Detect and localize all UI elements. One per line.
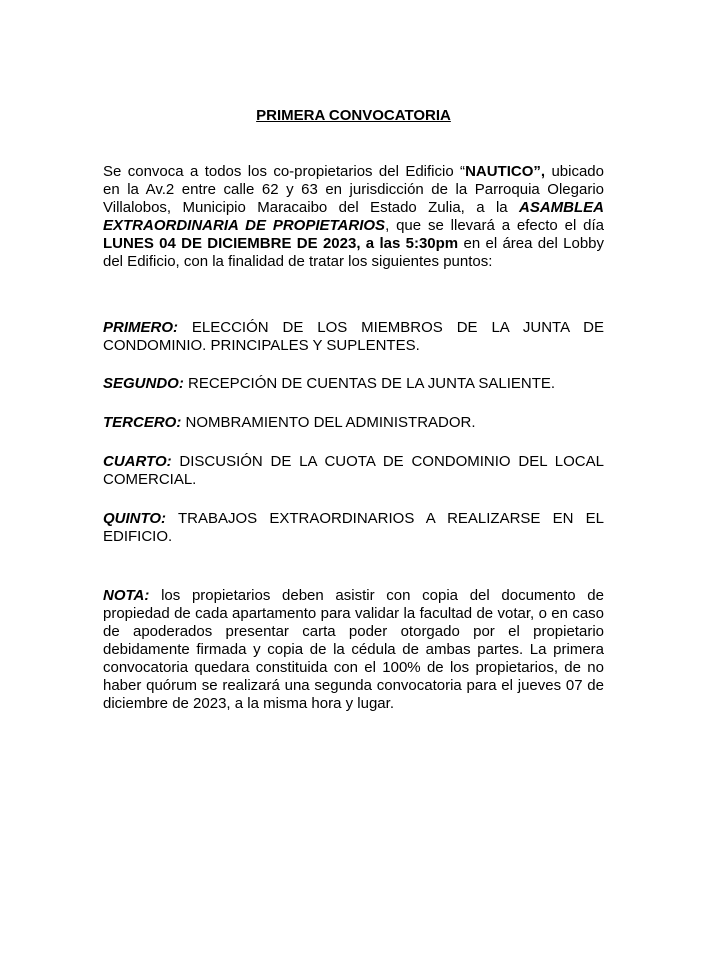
agenda-item [103, 510, 604, 546]
agenda-item-label: SEGUNDO: [103, 375, 184, 392]
agenda-item-text: DISCUSIÓN DE LA CUOTA DE CONDOMINIO DEL LOCAL COMERCIAL. [103, 453, 604, 488]
note-text: los propietarios deben asistir con copia del documento de propiedad de cada apartamento para validar la facultad de votar, o en caso de apoderados presentar carta poder otorgado por el propietario debidamente firmada y copia de la cédula de ambas partes. La primera convocatoria quedara constituida con el 100% de los propietarios, de no haber quórum se realizará una segunda convocatoria para el jueves 07 de diciembre de 2023, a la misma hora y lugar. [103, 587, 604, 712]
agenda-item-label: TERCERO: [103, 414, 182, 431]
note-label: NOTA: [103, 587, 150, 604]
intro-text: Se convoca a todos los co-propietarios del Edificio “ [103, 163, 466, 180]
agenda-item-text: NOMBRAMIENTO DEL ADMINISTRADOR. [181, 414, 476, 431]
assembly-name: ASAMBLEA EXTRAORDINARIA DE PROPIETARIOS [103, 199, 604, 234]
meeting-date: LUNES 04 DE DICIEMBRE DE 2023 [103, 235, 357, 252]
note-paragraph [103, 587, 604, 713]
agenda-item-text: RECEPCIÓN DE CUENTAS DE LA JUNTA SALIENTE. [183, 375, 556, 392]
meeting-time: , a las 5:30pm [356, 235, 459, 252]
agenda-item [103, 414, 604, 432]
agenda-item-text: TRABAJOS EXTRAORDINARIOS A REALIZARSE EN EL EDIFICIO. [103, 510, 604, 545]
agenda-item [103, 453, 604, 489]
agenda-item-label: CUARTO: [103, 453, 172, 470]
agenda-item-text: ELECCIÓN DE LOS MIEMBROS DE LA JUNTA DE CONDOMINIO. PRINCIPALES Y SUPLENTES. [103, 319, 604, 354]
intro-paragraph [103, 163, 604, 271]
agenda-item [103, 319, 604, 355]
agenda-item-label: PRIMERO: [103, 319, 178, 336]
intro-text: en el área del Lobby del Edificio, con la finalidad de tratar los siguientes puntos: [103, 235, 605, 270]
intro-text: , que se llevará a efecto el día [385, 217, 604, 234]
page-title: PRIMERA CONVOCATORIA [256, 107, 451, 124]
agenda-item [103, 375, 604, 393]
building-name: NAUTICO”, [465, 163, 546, 180]
intro-text: ubicado en la Av.2 entre calle 62 y 63 en jurisdicción de la Parroquia Olegario Villalobos, Municipio Maracaibo del Estado Zulia, a la [103, 163, 604, 216]
agenda-item-label: QUINTO: [103, 510, 167, 527]
